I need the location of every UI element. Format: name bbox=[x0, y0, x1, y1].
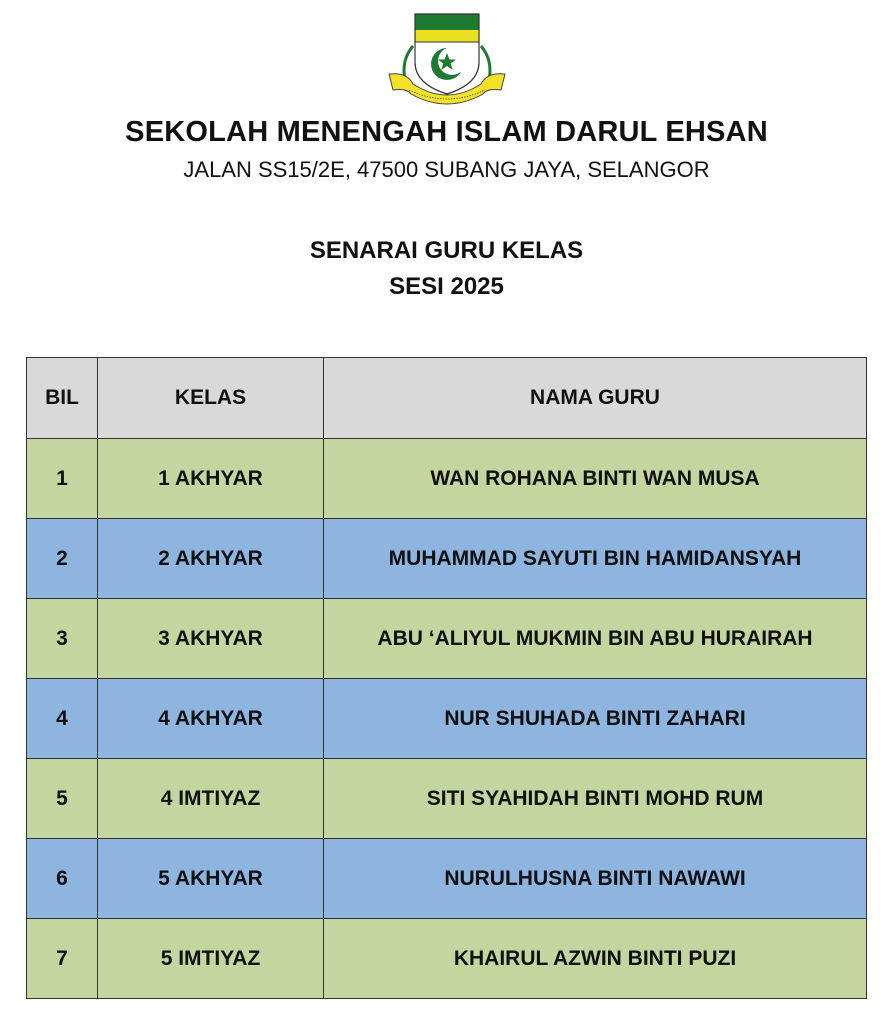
cell-bil: 4 bbox=[27, 679, 98, 759]
cell-kelas: 2 AKHYAR bbox=[98, 519, 324, 599]
class-teacher-table bbox=[26, 357, 867, 999]
cell-bil: 1 bbox=[27, 439, 98, 519]
table-row bbox=[27, 679, 867, 759]
cell-nama-guru: NUR SHUHADA BINTI ZAHARI bbox=[324, 679, 867, 759]
cell-nama-guru: KHAIRUL AZWIN BINTI PUZI bbox=[324, 919, 867, 999]
school-crest-logo bbox=[383, 10, 511, 108]
cell-bil: 7 bbox=[27, 919, 98, 999]
cell-kelas: 3 AKHYAR bbox=[98, 599, 324, 679]
table-row bbox=[27, 439, 867, 519]
cell-bil: 5 bbox=[27, 759, 98, 839]
cell-nama-guru: NURULHUSNA BINTI NAWAWI bbox=[324, 839, 867, 919]
cell-kelas: 4 AKHYAR bbox=[98, 679, 324, 759]
cell-bil: 2 bbox=[27, 519, 98, 599]
column-header-bil: BIL bbox=[27, 358, 98, 439]
table-row bbox=[27, 759, 867, 839]
column-header-nama-guru: NAMA GURU bbox=[324, 358, 867, 439]
cell-kelas: 5 AKHYAR bbox=[98, 839, 324, 919]
cell-nama-guru: ABU ‘ALIYUL MUKMIN BIN ABU HURAIRAH bbox=[324, 599, 867, 679]
cell-bil: 3 bbox=[27, 599, 98, 679]
cell-kelas: 4 IMTIYAZ bbox=[98, 759, 324, 839]
column-header-kelas: KELAS bbox=[98, 358, 324, 439]
table-row bbox=[27, 919, 867, 999]
cell-kelas: 1 AKHYAR bbox=[98, 439, 324, 519]
cell-kelas: 5 IMTIYAZ bbox=[98, 919, 324, 999]
cell-nama-guru: MUHAMMAD SAYUTI BIN HAMIDANSYAH bbox=[324, 519, 867, 599]
school-address: JALAN SS15/2E, 47500 SUBANG JAYA, SELANGOR bbox=[183, 157, 710, 182]
school-name: SEKOLAH MENENGAH ISLAM DARUL EHSAN bbox=[125, 116, 768, 148]
cell-nama-guru: WAN ROHANA BINTI WAN MUSA bbox=[324, 439, 867, 519]
table-row bbox=[27, 599, 867, 679]
document-session: SESI 2025 bbox=[389, 273, 504, 300]
table-row bbox=[27, 839, 867, 919]
table-header-row bbox=[27, 358, 867, 439]
table-row bbox=[27, 519, 867, 599]
cell-nama-guru: SITI SYAHIDAH BINTI MOHD RUM bbox=[324, 759, 867, 839]
cell-bil: 6 bbox=[27, 839, 98, 919]
document-title: SENARAI GURU KELAS bbox=[309, 237, 584, 264]
